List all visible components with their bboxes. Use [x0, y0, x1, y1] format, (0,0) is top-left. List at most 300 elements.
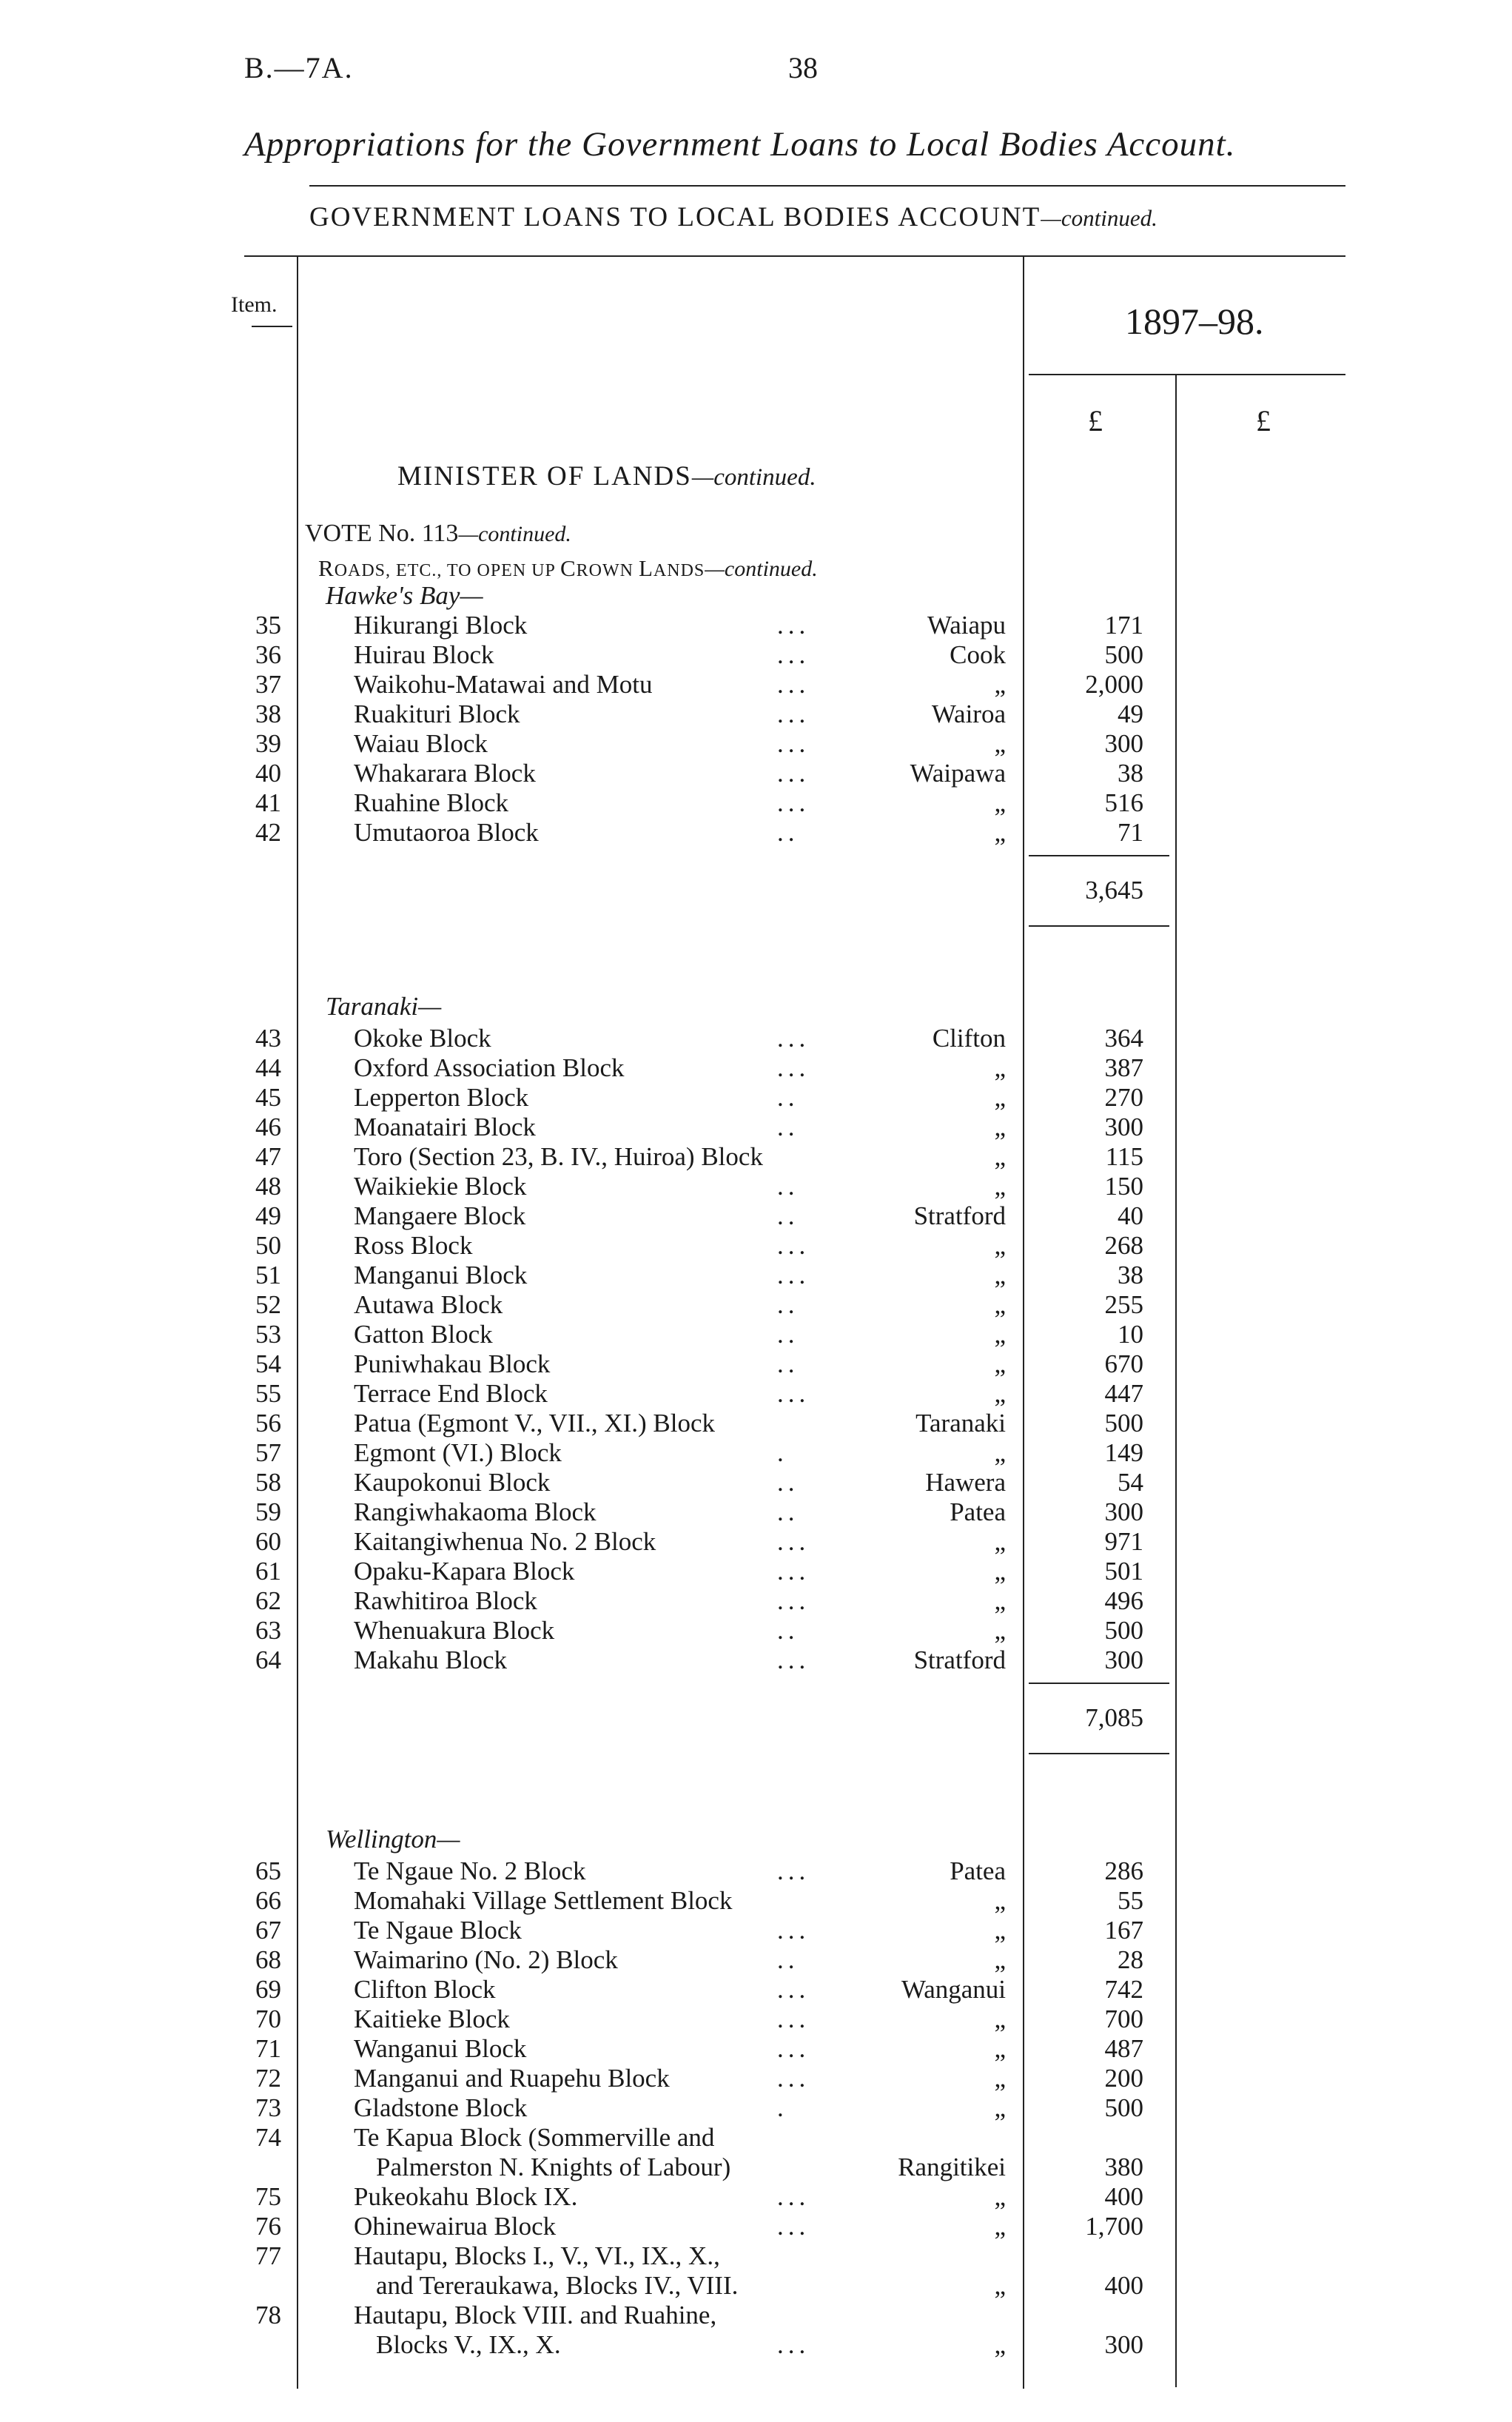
item-number: 61 — [255, 1557, 281, 1586]
district-name: „ — [994, 670, 1006, 699]
amount-value: 400 — [1104, 2271, 1143, 2300]
leader-dots: ... — [777, 1586, 810, 1615]
leader-dots: ... — [777, 2005, 810, 2033]
item-number: 59 — [255, 1497, 281, 1526]
amount-value: 516 — [1104, 788, 1143, 817]
district-name: „ — [994, 1261, 1006, 1289]
table-row — [0, 2034, 1512, 2064]
district-name: Stratford — [913, 1646, 1006, 1674]
leader-dots: .. — [777, 1349, 799, 1378]
region-heading: Hawke's Bay— — [326, 581, 483, 610]
item-description: Hautapu, Block VIII. and Ruahine, — [354, 2301, 717, 2329]
item-description: Hikurangi Block — [354, 611, 528, 640]
table-row — [0, 1024, 1512, 1053]
item-description: Oxford Association Block — [354, 1053, 625, 1082]
district-name: „ — [994, 1616, 1006, 1645]
district-name: „ — [994, 1320, 1006, 1349]
amount-value: 500 — [1104, 1409, 1143, 1438]
leader-dots: ... — [777, 759, 810, 788]
table-row — [0, 1616, 1512, 1646]
table-row — [0, 1231, 1512, 1261]
item-description: Patua (Egmont V., VII., XI.) Block — [354, 1409, 716, 1438]
leader-dots: ... — [777, 788, 810, 817]
item-description: Umutaoroa Block — [354, 818, 539, 847]
item-description: Waiau Block — [354, 729, 488, 758]
vote-number: VOTE No. 113 — [305, 520, 459, 547]
item-description: Moanatairi Block — [354, 1113, 536, 1141]
currency-symbol-2: £ — [1256, 404, 1271, 437]
item-number: 76 — [255, 2212, 281, 2241]
district-name: Hawera — [925, 1468, 1006, 1497]
item-description: Opaku-Kapara Block — [354, 1557, 575, 1586]
item-description: Momahaki Village Settlement Block — [354, 1886, 733, 1915]
item-number: 72 — [255, 2064, 281, 2093]
leader-dots: ... — [777, 1053, 810, 1082]
amount-value: 171 — [1104, 611, 1143, 640]
leader-dots: ... — [777, 1856, 810, 1885]
table-row — [0, 1379, 1512, 1409]
table-row — [0, 2301, 1512, 2330]
amount-value: 115 — [1105, 1142, 1143, 1171]
amount-value: 447 — [1104, 1379, 1143, 1408]
roads-heading — [318, 555, 818, 582]
vote-heading — [305, 520, 571, 548]
group-subtotal: 3,645 — [1085, 876, 1143, 905]
item-number: 58 — [255, 1468, 281, 1497]
subtotal-bottom-rule — [1029, 925, 1169, 927]
table-row — [0, 2093, 1512, 2123]
group-subtotal: 7,085 — [1085, 1703, 1143, 1732]
item-description: Autawa Block — [354, 1290, 503, 1319]
page-number: 38 — [788, 51, 818, 84]
item-number: 49 — [255, 1201, 281, 1230]
table-row — [0, 2182, 1512, 2212]
leader-dots: .. — [777, 1468, 799, 1497]
table-top-rule — [244, 255, 1345, 257]
table-row — [0, 2212, 1512, 2241]
item-number: 54 — [255, 1349, 281, 1378]
district-name: „ — [994, 1172, 1006, 1201]
item-number: 47 — [255, 1142, 281, 1171]
item-number: 42 — [255, 818, 281, 847]
item-header-underline — [252, 326, 292, 327]
district-name: „ — [994, 1379, 1006, 1408]
amount-value: 286 — [1104, 1856, 1143, 1885]
item-description-continued: Blocks V., IX., X. — [376, 2330, 561, 2359]
district-name: „ — [994, 1083, 1006, 1112]
district-name: „ — [994, 1113, 1006, 1141]
leader-dots: ... — [777, 1024, 810, 1053]
district-name: „ — [994, 818, 1006, 847]
roads-heading-l: L — [638, 555, 653, 581]
item-number: 36 — [255, 640, 281, 669]
amount-value: 380 — [1104, 2153, 1143, 2181]
item-description: Te Ngaue No. 2 Block — [354, 1856, 586, 1885]
table-row — [0, 818, 1512, 848]
amount-value: 55 — [1118, 1886, 1143, 1915]
region-heading: Taranaki— — [326, 992, 442, 1021]
table-row-continuation — [0, 2271, 1512, 2301]
account-heading — [309, 201, 1157, 233]
leader-dots: . — [777, 2093, 788, 2122]
district-name: „ — [994, 1945, 1006, 1974]
item-number: 71 — [255, 2034, 281, 2063]
table-row — [0, 1320, 1512, 1349]
account-continued: —continued. — [1041, 205, 1157, 231]
district-name: Taranaki — [915, 1409, 1006, 1438]
table-row — [0, 700, 1512, 729]
district-name: Clifton — [932, 1024, 1006, 1053]
table-row — [0, 1349, 1512, 1379]
item-number: 55 — [255, 1379, 281, 1408]
page-title: Appropriations for the Government Loans to Local Bodies Account. — [244, 125, 1236, 164]
amount-value: 2,000 — [1085, 670, 1143, 699]
item-description: Mangaere Block — [354, 1201, 526, 1230]
item-number: 50 — [255, 1231, 281, 1260]
item-description: Puniwhakau Block — [354, 1349, 551, 1378]
item-number: 40 — [255, 759, 281, 788]
leader-dots: ... — [777, 700, 810, 728]
amount-value: 500 — [1104, 2093, 1143, 2122]
leader-dots: ... — [777, 640, 810, 669]
table-row — [0, 1975, 1512, 2005]
district-name: „ — [994, 2330, 1006, 2359]
item-description: Whakarara Block — [354, 759, 536, 788]
item-number: 74 — [255, 2123, 281, 2152]
item-number: 60 — [255, 1527, 281, 1556]
table-row — [0, 611, 1512, 640]
district-name: Waipawa — [910, 759, 1006, 788]
item-description: Pukeokahu Block IX. — [354, 2182, 578, 2211]
district-name: „ — [994, 1916, 1006, 1945]
item-number: 41 — [255, 788, 281, 817]
amount-value: 700 — [1104, 2005, 1143, 2033]
item-column-header: Item. — [231, 292, 278, 317]
subtotal-rule — [1029, 855, 1169, 856]
item-description: Ross Block — [354, 1231, 473, 1260]
leader-dots: .. — [777, 1945, 799, 1974]
item-description: Rawhitiroa Block — [354, 1586, 537, 1615]
document-reference: B.—7A. — [244, 51, 354, 84]
item-description: Lepperton Block — [354, 1083, 529, 1112]
table-row-continuation — [0, 2153, 1512, 2182]
amount-value: 742 — [1104, 1975, 1143, 2004]
district-name: Waiapu — [927, 611, 1006, 640]
amount-value: 270 — [1104, 1083, 1143, 1112]
amount-value: 49 — [1118, 700, 1143, 728]
leader-dots: ... — [777, 2182, 810, 2211]
leader-dots: ... — [777, 1231, 810, 1260]
table-row — [0, 1497, 1512, 1527]
item-description: Ruahine Block — [354, 788, 508, 817]
leader-dots: .. — [777, 1172, 799, 1201]
amount-value: 300 — [1104, 1113, 1143, 1141]
amount-value: 38 — [1118, 759, 1143, 788]
item-description: Makahu Block — [354, 1646, 508, 1674]
item-number: 67 — [255, 1916, 281, 1945]
table-row — [0, 729, 1512, 759]
leader-dots: .. — [777, 1201, 799, 1230]
item-number: 77 — [255, 2241, 281, 2270]
item-description: Huirau Block — [354, 640, 494, 669]
item-number: 45 — [255, 1083, 281, 1112]
district-name: „ — [994, 2064, 1006, 2093]
amount-value: 300 — [1104, 1646, 1143, 1674]
leader-dots: ... — [777, 1527, 810, 1556]
district-name: „ — [994, 1053, 1006, 1082]
item-description: Hautapu, Blocks I., V., VI., IX., X., — [354, 2241, 720, 2270]
amount-value: 1,700 — [1085, 2212, 1143, 2241]
amount-value: 28 — [1118, 1945, 1143, 1974]
roads-heading-continued: —continued. — [705, 557, 818, 581]
item-description-continued: Palmerston N. Knights of Labour) — [376, 2153, 731, 2181]
item-number: 39 — [255, 729, 281, 758]
item-number: 63 — [255, 1616, 281, 1645]
district-name: Stratford — [913, 1201, 1006, 1230]
item-description: Ohinewairua Block — [354, 2212, 557, 2241]
amount-value: 387 — [1104, 1053, 1143, 1082]
district-name: „ — [994, 1886, 1006, 1915]
leader-dots: .. — [777, 1083, 799, 1112]
item-description: Ruakituri Block — [354, 700, 520, 728]
table-row — [0, 1201, 1512, 1231]
table-row — [0, 1172, 1512, 1201]
amount-value: 54 — [1118, 1468, 1143, 1497]
leader-dots: ... — [777, 1975, 810, 2004]
year-header: 1897–98. — [1125, 301, 1264, 342]
item-number: 78 — [255, 2301, 281, 2329]
district-name: „ — [994, 729, 1006, 758]
minister-continued: —continued. — [691, 464, 816, 491]
item-number: 57 — [255, 1438, 281, 1467]
district-name: Cook — [950, 640, 1006, 669]
item-number: 68 — [255, 1945, 281, 1974]
table-row — [0, 2123, 1512, 2153]
item-number: 69 — [255, 1975, 281, 2004]
table-row — [0, 1856, 1512, 1886]
amount-value: 500 — [1104, 1616, 1143, 1645]
item-number: 70 — [255, 2005, 281, 2033]
leader-dots: ... — [777, 1557, 810, 1586]
item-description: Manganui Block — [354, 1261, 528, 1289]
district-name: „ — [994, 1349, 1006, 1378]
amount-value: 670 — [1104, 1349, 1143, 1378]
item-description: Manganui and Ruapehu Block — [354, 2064, 670, 2093]
district-name: „ — [994, 2212, 1006, 2241]
vote-continued: —continued. — [458, 522, 571, 546]
item-description: Kaupokonui Block — [354, 1468, 551, 1497]
leader-dots: .. — [777, 1497, 799, 1526]
amount-value: 971 — [1104, 1527, 1143, 1556]
subtotal-bottom-rule — [1029, 1753, 1169, 1754]
table-row — [0, 788, 1512, 818]
item-number: 53 — [255, 1320, 281, 1349]
account-name: GOVERNMENT LOANS TO LOCAL BODIES ACCOUNT — [309, 202, 1041, 232]
amount-value: 500 — [1104, 640, 1143, 669]
leader-dots: ... — [777, 1646, 810, 1674]
district-name: „ — [994, 1438, 1006, 1467]
district-name: Patea — [950, 1497, 1006, 1526]
leader-dots: ... — [777, 2212, 810, 2241]
roads-heading-r: R — [318, 555, 335, 581]
item-description: Rangiwhakaoma Block — [354, 1497, 597, 1526]
table-row — [0, 1916, 1512, 1945]
table-row — [0, 1290, 1512, 1320]
item-number: 37 — [255, 670, 281, 699]
table-row — [0, 1113, 1512, 1142]
table-row — [0, 2241, 1512, 2271]
leader-dots: ... — [777, 2330, 810, 2359]
minister-heading — [397, 460, 816, 492]
leader-dots: .. — [777, 1290, 799, 1319]
item-description: Okoke Block — [354, 1024, 491, 1053]
amount-value: 149 — [1104, 1438, 1143, 1467]
table-row — [0, 1886, 1512, 1916]
amount-value: 268 — [1104, 1231, 1143, 1260]
item-description: Whenuakura Block — [354, 1616, 555, 1645]
item-number: 43 — [255, 1024, 281, 1053]
amount-value: 150 — [1104, 1172, 1143, 1201]
district-name: „ — [994, 2182, 1006, 2211]
leader-dots: ... — [777, 2034, 810, 2063]
table-row — [0, 2064, 1512, 2093]
leader-dots: ... — [777, 729, 810, 758]
table-row — [0, 1142, 1512, 1172]
item-number: 51 — [255, 1261, 281, 1289]
roads-heading-part1: OADS, ETC., TO OPEN UP — [334, 561, 560, 580]
amount-value: 364 — [1104, 1024, 1143, 1053]
amount-value: 38 — [1118, 1261, 1143, 1289]
table-row — [0, 759, 1512, 788]
table-row — [0, 1261, 1512, 1290]
item-description: Waikiekie Block — [354, 1172, 527, 1201]
table-row — [0, 640, 1512, 670]
leader-dots: . — [777, 1438, 788, 1467]
leader-dots: .. — [777, 1113, 799, 1141]
district-name: „ — [994, 2271, 1006, 2300]
table-row — [0, 1557, 1512, 1586]
amount-value: 300 — [1104, 2330, 1143, 2359]
table-row-continuation — [0, 2330, 1512, 2360]
amount-value: 300 — [1104, 729, 1143, 758]
leader-dots: ... — [777, 2064, 810, 2093]
table-row — [0, 2005, 1512, 2034]
roads-heading-part3: ANDS — [653, 561, 705, 580]
table-row — [0, 1468, 1512, 1497]
leader-dots: ... — [777, 1379, 810, 1408]
amount-value: 10 — [1118, 1320, 1143, 1349]
item-description: Kaitieke Block — [354, 2005, 510, 2033]
district-name: Wairoa — [931, 700, 1006, 728]
item-description: Gladstone Block — [354, 2093, 528, 2122]
district-name: „ — [994, 1557, 1006, 1586]
district-name: „ — [994, 1527, 1006, 1556]
roads-heading-part2: ROWN — [576, 561, 639, 580]
item-description: Waimarino (No. 2) Block — [354, 1945, 618, 1974]
district-name: Rangitikei — [898, 2153, 1006, 2181]
item-description: Waikohu-Matawai and Motu — [354, 670, 653, 699]
amount-value: 167 — [1104, 1916, 1143, 1945]
district-name: „ — [994, 1290, 1006, 1319]
amount-value: 501 — [1104, 1557, 1143, 1586]
amount-value: 400 — [1104, 2182, 1143, 2211]
district-name: „ — [994, 1231, 1006, 1260]
table-row — [0, 1438, 1512, 1468]
leader-dots: ... — [777, 1916, 810, 1945]
item-number: 56 — [255, 1409, 281, 1438]
district-name: „ — [994, 2034, 1006, 2063]
table-row — [0, 1053, 1512, 1083]
table-row — [0, 1945, 1512, 1975]
item-description: Wanganui Block — [354, 2034, 527, 2063]
leader-dots: ... — [777, 1261, 810, 1289]
item-number: 44 — [255, 1053, 281, 1082]
table-row — [0, 1527, 1512, 1557]
roads-heading-c: C — [560, 555, 577, 581]
item-description: Clifton Block — [354, 1975, 496, 2004]
district-name: „ — [994, 2093, 1006, 2122]
leader-dots: .. — [777, 1616, 799, 1645]
table-row — [0, 1586, 1512, 1616]
currency-symbol-1: £ — [1088, 404, 1103, 437]
item-description: Toro (Section 23, B. IV., Huiroa) Block — [354, 1142, 763, 1171]
item-number: 62 — [255, 1586, 281, 1615]
district-name: Patea — [950, 1856, 1006, 1885]
table-row — [0, 1409, 1512, 1438]
year-underline — [1029, 374, 1345, 375]
item-description: Te Ngaue Block — [354, 1916, 522, 1945]
item-description-continued: and Tereraukawa, Blocks IV., VIII. — [376, 2271, 739, 2300]
item-number: 66 — [255, 1886, 281, 1915]
table-row — [0, 1083, 1512, 1113]
item-number: 48 — [255, 1172, 281, 1201]
minister-name: MINISTER OF LANDS — [397, 461, 692, 492]
district-name: „ — [994, 788, 1006, 817]
district-name: „ — [994, 1142, 1006, 1171]
item-description: Te Kapua Block (Sommerville and — [354, 2123, 715, 2152]
item-number: 35 — [255, 611, 281, 640]
item-description: Terrace End Block — [354, 1379, 548, 1408]
item-description: Egmont (VI.) Block — [354, 1438, 562, 1467]
leader-dots: .. — [777, 818, 799, 847]
item-number: 52 — [255, 1290, 281, 1319]
item-number: 64 — [255, 1646, 281, 1674]
amount-value: 40 — [1118, 1201, 1143, 1230]
district-name: Wanganui — [901, 1975, 1006, 2004]
item-number: 46 — [255, 1113, 281, 1141]
item-number: 65 — [255, 1856, 281, 1885]
district-name: „ — [994, 2005, 1006, 2033]
region-heading: Wellington— — [326, 1825, 460, 1854]
title-divider — [309, 185, 1345, 187]
item-number: 75 — [255, 2182, 281, 2211]
item-number: 38 — [255, 700, 281, 728]
amount-value: 200 — [1104, 2064, 1143, 2093]
item-number: 73 — [255, 2093, 281, 2122]
amount-value: 255 — [1104, 1290, 1143, 1319]
table-row — [0, 670, 1512, 700]
amount-value: 300 — [1104, 1497, 1143, 1526]
subtotal-rule — [1029, 1683, 1169, 1684]
leader-dots: ... — [777, 670, 810, 699]
leader-dots: ... — [777, 611, 810, 640]
amount-value: 496 — [1104, 1586, 1143, 1615]
amount-value: 487 — [1104, 2034, 1143, 2063]
item-description: Gatton Block — [354, 1320, 493, 1349]
table-row — [0, 1646, 1512, 1675]
item-description: Kaitangiwhenua No. 2 Block — [354, 1527, 656, 1556]
leader-dots: .. — [777, 1320, 799, 1349]
